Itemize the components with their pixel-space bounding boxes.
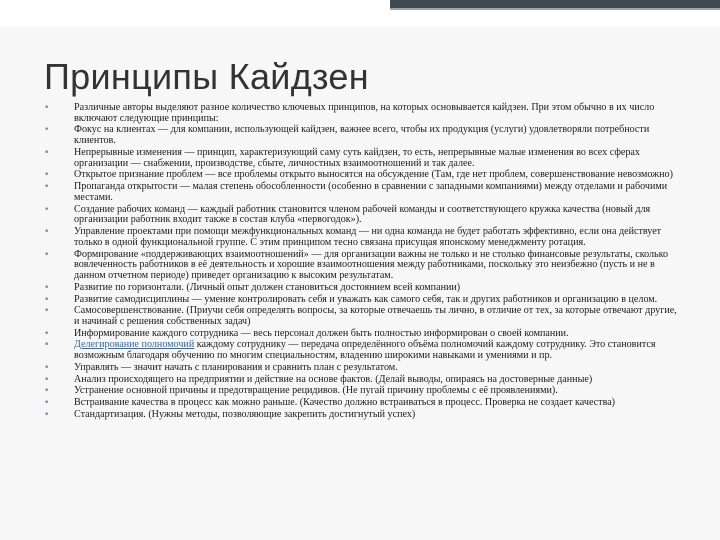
list-item-text: Развитие самодисциплины — умение контролировать себя и уважать как самого себя, так и других работников и организацию в целом. — [74, 293, 658, 305]
list-item — [44, 148, 684, 170]
list-item-text: Фокус на клиентах — для компании, использующей кайдзен, важнее всего, чтобы их продукция (услуги) удовлетворяли потребности клиентов. — [74, 124, 650, 147]
list-item-text-rest: каждому сотруднику — передача определённого объёма полномочий каждому сотруднику. Это становится возможным благодаря обучению по многим специальностям, владению широкими навыками и умениями и пр. — [74, 339, 656, 362]
bullet-icon: • — [44, 125, 50, 136]
bullet-list — [44, 103, 684, 420]
bullet-icon: • — [44, 306, 50, 317]
list-item — [44, 410, 684, 421]
slide-title: Принципы Кайдзен — [44, 56, 369, 97]
list-item — [44, 340, 684, 362]
list-item — [44, 306, 684, 328]
bullet-icon: • — [44, 386, 50, 397]
bullet-icon: • — [44, 340, 50, 351]
bullet-icon: • — [44, 147, 50, 158]
list-item-text: Информирование каждого сотрудника — весь персонал должен быть полностью информирован о своей компании. — [74, 327, 569, 339]
bullet-icon: • — [44, 374, 50, 385]
bullet-icon: • — [44, 294, 50, 305]
bullet-icon: • — [44, 103, 50, 113]
list-item-text: Устранение основной причины и предотвращение рецидивов. (Не пугай причину проблемы с её проявлениями). — [74, 385, 558, 397]
bullet-list-container — [44, 103, 684, 421]
list-item — [44, 227, 684, 249]
delegation-link[interactable]: Делегирование полномочий — [74, 339, 195, 351]
list-item-text: Формирование «поддерживающих взаимоотношений» — для организации важны не только и не столько финансовые результаты, сколько вовлеченность работников в её деятельность и хорошие взаимоотношения между работниками, поскольку это неизбежно (пусть и не в данном отчетном периоде) приведет организацию к высоким результатам. — [74, 248, 669, 282]
list-item — [44, 250, 684, 282]
top-accent-line — [390, 8, 720, 10]
list-item — [44, 103, 684, 125]
list-item-text: Встраивание качества в процесс как можно раньше. (Качество должно встраиваться в процесс. Проверка не создает качества) — [74, 396, 616, 408]
list-item-text — [74, 340, 684, 362]
bullet-icon: • — [44, 397, 50, 408]
bullet-icon: • — [44, 409, 50, 420]
list-item-text: Стандартизация. (Нужны методы, позволяющие закрепить достигнутый успех) — [74, 408, 416, 420]
list-item — [44, 295, 684, 306]
list-item — [44, 329, 684, 340]
list-item-text: Пропаганда открытости — малая степень обособленности (особенно в сравнении с западными компаниями) между отделами и рабочими местами. — [74, 181, 668, 203]
list-item — [44, 363, 684, 374]
bullet-icon: • — [44, 282, 50, 293]
list-item — [44, 283, 684, 294]
list-item-text: Непрерывные изменения — принцип, характеризующий саму суть кайдзен, то есть, непрерывные малые изменения во всех сферах организации — снабжении, производстве, сбыте, личностных взаимоотношений и так далее. — [74, 146, 640, 169]
bullet-icon: • — [44, 249, 50, 260]
list-item-text: Различные авторы выделяют разное количество ключевых принципов, на которых основывается кайдзен. При этом обычно в их число включают следующие принципы: — [74, 102, 655, 124]
list-item — [44, 386, 684, 397]
list-item — [44, 205, 684, 227]
list-item-text: Открытое признание проблем — все проблемы открыто выносятся на обсуждение (Там, где нет проблем, совершенствование невозможно) — [74, 169, 673, 181]
list-item-text: Создание рабочих команд — каждый работник становится членом рабочей команды и соответствующего кружка качества (новый для организации работник входит также в состав клуба «первогодок»). — [74, 203, 651, 226]
list-item-text: Развитие по горизонтали. (Личный опыт должен становиться достоянием всей компании) — [74, 281, 461, 293]
list-item-text: Управление проектами при помощи межфункциональных команд — ни одна команда не будет работать эффективно, если она действует только в одной функциональной группе. С этим принципом тесно связана присущая японскому менеджменту ротация. — [74, 226, 662, 248]
list-item — [44, 398, 684, 409]
list-item-text: Управлять — значит начать с планирования и сравнить план с результатом. — [74, 361, 398, 373]
bullet-icon: • — [44, 170, 50, 181]
bullet-icon: • — [44, 204, 50, 215]
top-accent-bar — [390, 0, 720, 8]
list-item — [44, 170, 684, 181]
bullet-icon: • — [44, 182, 50, 193]
list-item — [44, 375, 684, 386]
list-item — [44, 182, 684, 204]
bullet-icon: • — [44, 362, 50, 373]
list-item-text: Анализ происходящего на предприятии и действие на основе фактов. (Делай выводы, опираясь на достоверные данные) — [74, 373, 593, 385]
list-item — [44, 125, 684, 147]
bullet-icon: • — [44, 227, 50, 238]
bullet-icon: • — [44, 328, 50, 339]
list-item-text: Самосовершенствование. (Приучи себя определять вопросы, за которые отвечаешь ты лично, в отличие от тех, за которые отвечают другие, и начинай с решения собственных задач) — [74, 305, 677, 328]
